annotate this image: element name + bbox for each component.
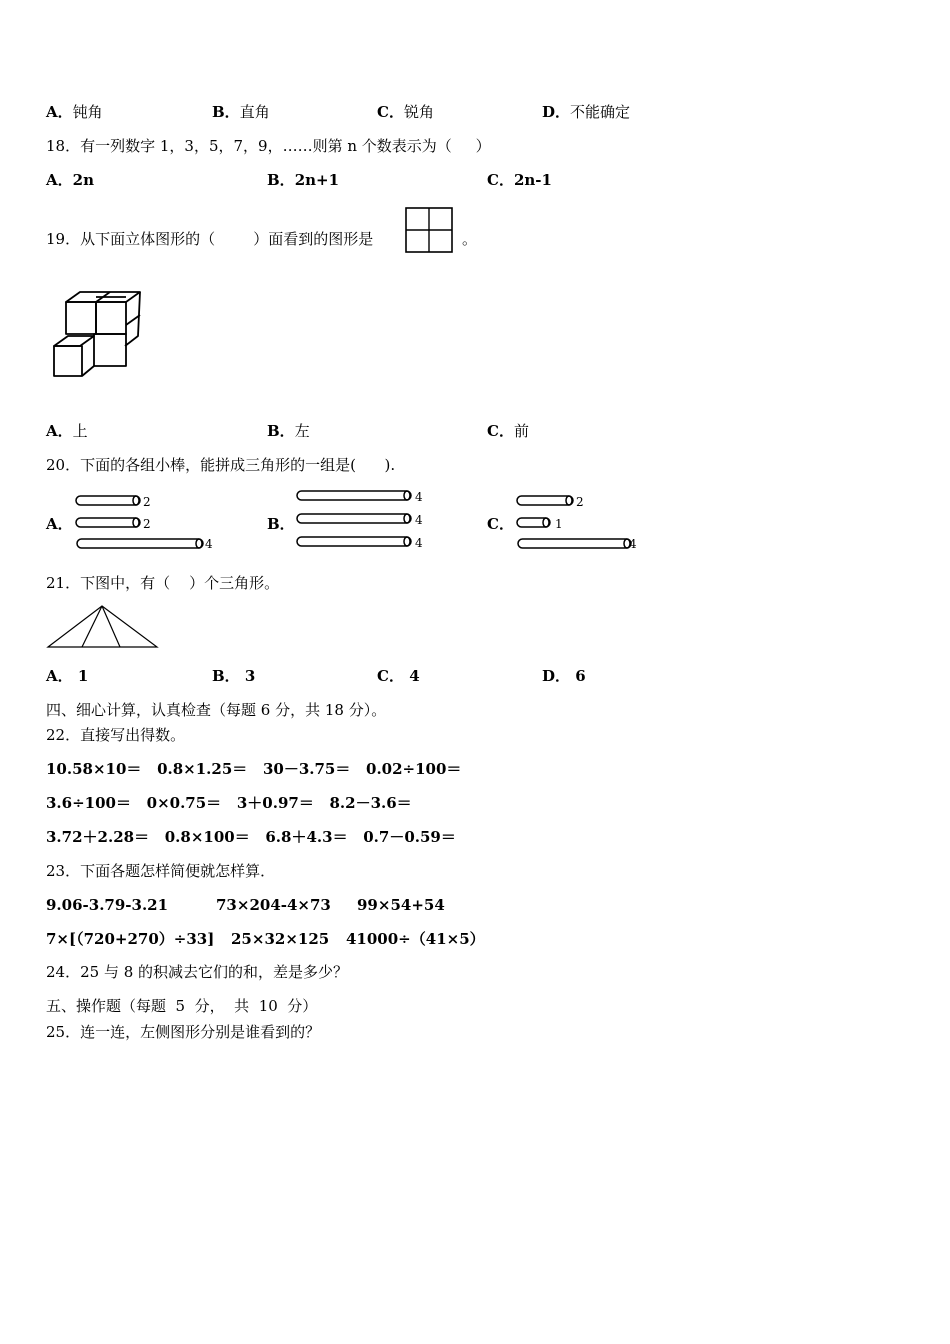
q23-expr-3: 99×54+54 bbox=[357, 896, 445, 914]
q18-option-c: C．2n-1 bbox=[487, 171, 552, 189]
stick-b-1 bbox=[297, 491, 411, 500]
q23-expr-4: 7×[（720+270）÷33] bbox=[46, 930, 215, 948]
stick-a-3 bbox=[77, 539, 203, 548]
stick-c-2 bbox=[517, 518, 550, 527]
q23-expr-2: 73×204-4×73 bbox=[216, 896, 331, 914]
q20-stem: 20．下面的各组小棒，能拼成三角形的一组是( ). bbox=[46, 456, 396, 474]
section-5-title: 五、操作题（每题 5 分， 共 10 分） bbox=[46, 997, 318, 1015]
stick-c-1 bbox=[517, 496, 573, 505]
q23-expr-1: 9.06-3.79-3.21 bbox=[46, 896, 169, 914]
stick-c-3 bbox=[518, 539, 631, 548]
stick-c-3-label: 4 bbox=[629, 537, 637, 551]
q24-stem: 24．25 与 8 的积减去它们的和，差是多少？ bbox=[46, 963, 349, 981]
stick-c-1-label: 2 bbox=[576, 495, 584, 509]
q17-option-b: B．直角 bbox=[212, 103, 270, 121]
q19-option-b: B．左 bbox=[267, 422, 310, 440]
q21-option-b: B． 3 bbox=[212, 667, 256, 685]
q22-row-3: 3.72＋2.28＝ 0.8×100＝ 6.8＋4.3＝ 0.7－0.59＝ bbox=[46, 828, 456, 846]
q18-option-a: A．2n bbox=[46, 171, 94, 189]
stick-b-1-label: 4 bbox=[415, 490, 423, 504]
stick-a-1-label: 2 bbox=[143, 495, 151, 509]
q17-option-c: C．锐角 bbox=[377, 103, 434, 121]
q20-option-b-letter: B． bbox=[267, 515, 295, 533]
q19-stem: 19．从下面立体图形的（ ）面看到的图形是 bbox=[46, 230, 374, 248]
stick-a-2 bbox=[76, 518, 140, 527]
q25-stem: 25．连一连，左侧图形分别是谁看到的？ bbox=[46, 1023, 321, 1041]
q18-option-b: B．2n+1 bbox=[267, 171, 340, 189]
q21-option-d: D． 6 bbox=[542, 667, 586, 685]
q19-option-c: C．前 bbox=[487, 422, 529, 440]
triangle-figure bbox=[46, 604, 160, 650]
q19-stem-end: 。 bbox=[462, 230, 478, 248]
q22-row-2: 3.6÷100＝ 0×0.75＝ 3＋0.97＝ 8.2－3.6＝ bbox=[46, 794, 412, 812]
q17-option-a: A．钝角 bbox=[46, 103, 103, 121]
cube-solid-figure bbox=[50, 288, 145, 380]
q23-expr-6: 41000÷（41×5） bbox=[346, 930, 485, 948]
q21-option-a: A． 1 bbox=[46, 667, 89, 685]
q20-option-a-letter: A． bbox=[46, 515, 73, 533]
q21-option-c: C． 4 bbox=[377, 667, 420, 685]
q19-option-a: A．上 bbox=[46, 422, 88, 440]
stick-figure-b bbox=[295, 488, 425, 552]
q22-row-1: 10.58×10＝ 0.8×1.25＝ 30－3.75＝ 0.02÷100＝ bbox=[46, 760, 462, 778]
q23-expr-5: 25×32×125 bbox=[231, 930, 330, 948]
four-square-view-figure bbox=[405, 207, 453, 253]
stick-c-2-label: 1 bbox=[555, 517, 563, 531]
section-4-title: 四、细心计算，认真检查（每题 6 分，共 18 分）。 bbox=[46, 701, 387, 719]
q22-stem: 22．直接写出得数。 bbox=[46, 726, 186, 744]
stick-b-3 bbox=[297, 537, 411, 546]
stick-b-3-label: 4 bbox=[415, 536, 423, 550]
q20-option-c-letter: C． bbox=[487, 515, 514, 533]
stick-a-1 bbox=[76, 496, 140, 505]
stick-a-3-label: 4 bbox=[205, 537, 213, 551]
stick-a-2-label: 2 bbox=[143, 517, 151, 531]
q18-stem: 18．有一列数字 1，3，5，7，9，……则第 n 个数表示为（ ） bbox=[46, 137, 491, 155]
q17-option-d: D．不能确定 bbox=[542, 103, 631, 121]
q21-stem: 21．下图中，有（ ）个三角形。 bbox=[46, 574, 280, 592]
stick-b-2-label: 4 bbox=[415, 513, 423, 527]
stick-b-2 bbox=[297, 514, 411, 523]
q23-stem: 23．下面各题怎样简便就怎样算． bbox=[46, 862, 276, 880]
